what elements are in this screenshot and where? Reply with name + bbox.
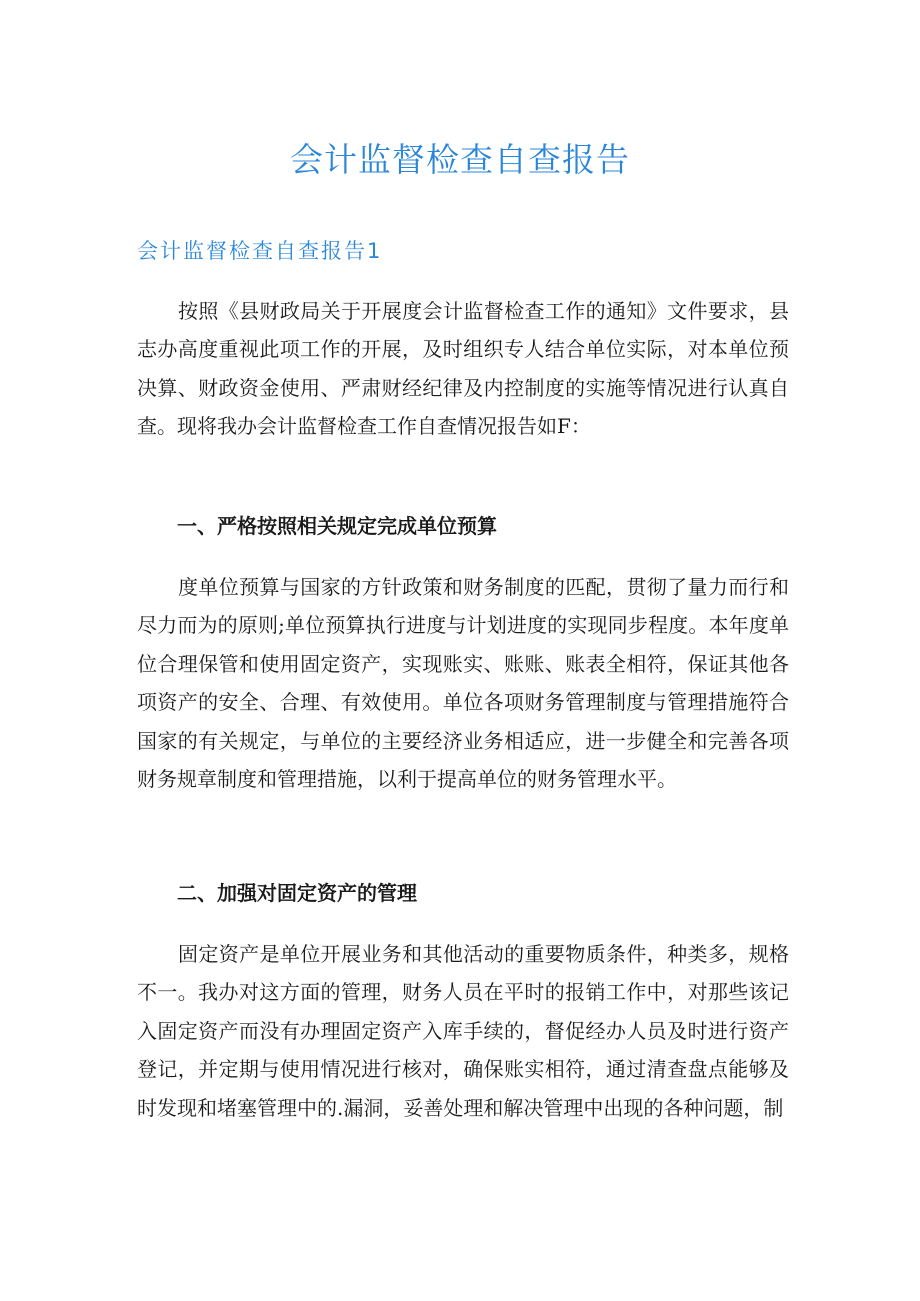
document-subtitle: 会计监督检查自查报告1 xyxy=(137,239,383,263)
section-heading-budget: 一、严格按照相关规定完成单位预算 xyxy=(177,514,497,538)
section-body-fixed-assets: 固定资产是单位开展业务和其他活动的重要物质条件，种类多，规格不一。我办对这方面的管理，财务人员在平时的报销工作中，对那些该记入固定资产而没有办理固定资产入库手续的，督促经办人员及时进行资产登记，并定期与使用情况进行核对，确保账实相符，通过清查盘点能够及时发现和堵塞管理中的.漏洞，妥善处理和解决管理中出现的各种问题，制 xyxy=(137,942,789,1120)
document-title: 会计监督检查自查报告 xyxy=(290,140,630,179)
intro-paragraph: 按照《县财政局关于开展度会计监督检查工作的通知》文件要求，县志办高度重视此项工作的开展，及时组织专人结合单位实际，对本单位预决算、财政资金使用、严肃财经纪律及内控制度的实施等情况进行认真自查。现将我办会计监督检查工作自查情况报告如F： xyxy=(137,299,789,439)
section-heading-fixed-assets: 二、加强对固定资产的管理 xyxy=(177,881,417,905)
section-body-budget: 度单位预算与国家的方针政策和财务制度的匹配，贯彻了量力而行和尽力而为的原则;单位预算执行进度与计划进度的实现同步程度。本年度单位合理保管和使用固定资产，实现账实、账账、账表全相符，保证其他各项资产的安全、合理、有效使用。单位各项财务管理制度与管理措施符合国家的有关规定，与单位的主要经济业务相适应，进一步健全和完善各项财务规章制度和管理措施，以利于提高单位的财务管理水平。 xyxy=(137,575,789,792)
